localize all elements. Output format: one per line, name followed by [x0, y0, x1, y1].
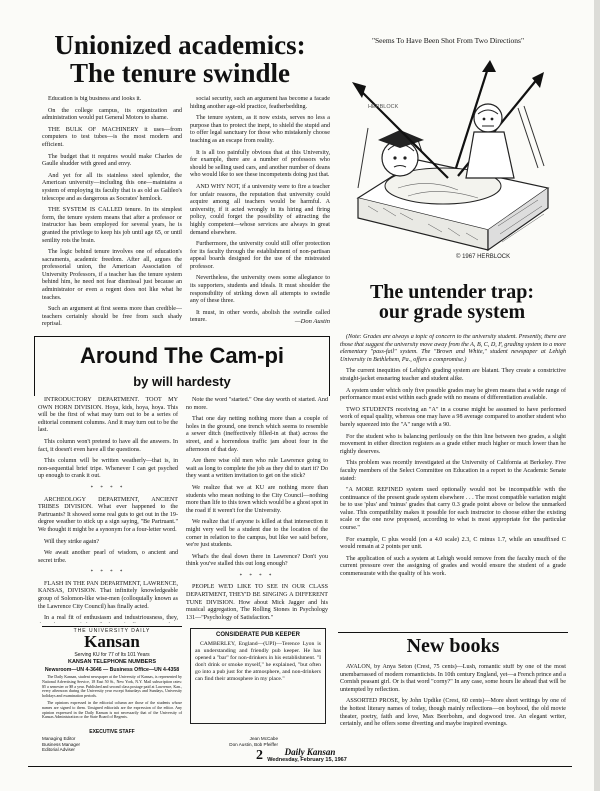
campi-column-2 [186, 397, 328, 623]
staff-name: Jean McCabe [249, 736, 278, 741]
masthead-staff-title: EXECUTIVE STAFF [89, 729, 135, 735]
grade-body [340, 334, 566, 634]
footer-paper-name: Daily Kansan [284, 747, 336, 757]
campi-para: That one day netting nothing more than a couple of holes in the ground, one trench which seems to resemble a sewer ditch (ineffectively filled-in at that) across the street, and a horrendous traffic jam about four in the afternoon of that day. [186, 416, 328, 453]
tenure-para: It is all too painfully obvious that at this University, for example, there are a number of professors who should be selling used cars, and another number of deans who would like to see these incompetents doing just that. [190, 149, 330, 179]
campi-para: This column won't pretend to have all the answers. In fact, it doesn't even have all the questions. [38, 438, 178, 453]
tenure-para: The budget that it requires would make Charles de Gaulle shudder with greed and envy. [42, 153, 182, 168]
campi-para: We realize that we at KU are nothing more than students who mean nothing to the City Council—nothing more than life to this town which would be a ghost spot in the road if it weren't for the University. [186, 484, 328, 514]
tenure-para: Nevertheless, the university owes some allegiance to its supporters, students and ideals. It must shoulder the responsibility of striking down all attempts to swindle any of these three. [190, 275, 330, 305]
tenure-para: The logic behind tenure involves one of education's sacraments, academic freedom. After all, argues the professorial union, the American Association of University Professors, if a teacher has the tenure system behind him, he need not fear dismissal just because an administrator or even a regent does not like what he teaches. [42, 249, 182, 301]
masthead-fine2: The opinions expressed in the editorial column are those of the students whose names are signed to them. Unsigned editorials are the expression of the editor. Any opinion expressed in the Daily Kansan is not necessarily that of the University of Kansas Administration or the State Board of Regents. [42, 699, 182, 720]
page-number: 2 [256, 748, 263, 763]
tenure-para: It must, in other words, abolish the swindle called tenure. [190, 309, 330, 324]
section-divider: * * * * [239, 573, 275, 579]
staff-role: Managing Editor [42, 736, 76, 741]
tenure-para: On the college campus, its organization and administration would put General Motors to shame. [42, 107, 182, 122]
campi-para: Will they strike again? [44, 538, 100, 545]
staff-name: Don Austin, Bob Pfeiffer [229, 741, 278, 747]
masthead-fine1: The Daily Kansan, student newspaper at the University of Kansas, is represented by National Advertising Service, 18 East 50 St., New York, N.Y. Mail subscription rates: $5 a semester or $8 a year. Published and second class postage paid at Lawrence, Kan., every afternoon during the University year except Saturdays and Sundays, University holidays and examination periods. [42, 675, 182, 699]
campi-para: FLASH IN THE PAN DEPARTMENT, LAWRENCE, KANSAS, DIVISION. That infinitely knowledgeable group of Solomon-like wise-men (colloquially known as the Lawrence City Council) has finally acted. [38, 580, 178, 610]
grade-para: A system under which only five possible grades may be given means that a wide range of performance must exist within each grade with no means of differentiation available. [340, 387, 566, 402]
tenure-para: AND WHY NOT, if a university were to fire a teacher for unfair reasons, the reputation that university could acquire among all teachers would be harmful. A university, if it acted wrongly in its hiring and firing policy, could forget the possibility of attracting the highly competent—whose services are always in great demand elsewhere. [190, 183, 330, 236]
grade-para: "A MORE REFINED system used optionally would not be incompatible with the continuance of the present grade system elsewhere . . . The most compatible variation might be to use 'plus' and 'minus' grades that carry 0.3 grade point above or below the unmarked value. This compatibility makes it possible for each instructor to choose either the existing scale or the one now proposed, according to what is most appropriate for the particular course." [340, 487, 566, 532]
campi-para: ARCHEOLOGY DEPARTMENT, ANCIENT TRIBES DIVISION. What ever happened to the Partruants? It showed some real guts to get out in the 19-degree weather to stick up a sign saying, "Be Partruant." We thought it might be a synonym for a four-letter word. [38, 496, 178, 533]
tenure-column-2 [190, 96, 330, 326]
tenure-headline [30, 32, 330, 87]
grade-para: The application of such a system at Lehigh would remove from the faculty much of the current pressure over the assigning of grades and would ensure the student of a grade commensurate with the quality of his work. [340, 555, 566, 578]
grade-para: For example, C plus would (on a 4.0 scale) 2.3, C minus 1.7, while an unsuffixed C would remain at 2 points per unit. [340, 536, 566, 551]
grade-para: The current inequities of Lehigh's grading system are blatant. They create a constrictive straight-jacket ensnaring teacher and student alike. [340, 368, 566, 382]
campi-para: In a real fit of enthusiasm and industriousness, they, [44, 615, 178, 622]
tenure-signature: —Don Austin [294, 318, 330, 325]
tenure-column-1 [42, 96, 182, 329]
grade-intro: (Note: Grades are always a topic of concern to the university student. Presently, there are those that suggest the university move away from the A, B, C, D, F, grading system to a more elementary "pass-fail" system. The "Brown and White," student newspaper at Lehigh University in Bethlehem, Pa., offers a compromise.) [340, 334, 566, 363]
campi-para: This column will be written weatherly—that is, in non-sequential brief tripe. Whenever I can get psyched up enough to crank it out. [38, 458, 178, 480]
campi-para: Are there wise old men who rule Lawrence going to wait as long to complete the job as they did to start it? Do they want a written invitation to get on the stick? [186, 458, 328, 480]
campi-box-right-rule [329, 336, 330, 396]
masthead-staff-names [186, 736, 278, 747]
masthead-numbers: Newsroom—UN 4-3646 — Business Office—UN 4-4358 [44, 667, 180, 673]
pubkeeper-headline: CONSIDERATE PUB KEEPER [216, 632, 300, 638]
tenure-para: Furthermore, the university could still offer protection for its faculty through the establishment of non-partisan appeal boards designed for the use of the mistreated professor. [190, 241, 330, 270]
campi-para: What's the deal down there in Lawrence? Don't you think you've stalled this out long enough? [186, 553, 328, 568]
staff-role: Editorial Adviser [42, 747, 75, 752]
masthead-topline: THE UNIVERSITY DAILY [73, 628, 151, 634]
pubkeeper-box [190, 628, 326, 724]
tenure-headline-line2: The tenure swindle [69, 57, 291, 88]
tenure-para: Education is big business and looks it. [48, 96, 142, 102]
staff-role: Business Manager [42, 741, 81, 747]
campi-box-left-rule [34, 336, 35, 396]
campi-para: PEOPLE WE'D LIKE TO SEE IN OUR CLASS DEPARTMENT, THEY'D BE SINGING A DIFFERENT TUNE DIVISION. How about Mick Jagger and his musical aggregation, The Rolling Stones in Psychology 131—"Psychology of Satisfaction." [186, 584, 328, 621]
grade-para: This problem was recently investigated at the University of California at Berkeley. Five faculty members of the Select Committee on Education in a report to the Academic Senate stated: [340, 460, 566, 482]
grade-para: For the student who is balancing perilously on the thin line between two grades, a slight movement in either direction registers as a grade either much higher or much lower than he rightly deserves. [340, 433, 566, 455]
masthead-logo: Kansan [84, 633, 140, 651]
book-entry: AVALON, by Anya Seton (Crest, 75 cents)—Lush, romantic stuff by one of the most unembarrassed of modern romanticists. In 10th century England, yet—a French prince and a Cornish peasant girl. Or is that word "corny?" In any case, some hours lie ahead that will be untempted by reflection. [340, 664, 566, 693]
tenure-para: The tenure system, as it now exists, serves no less a purpose than to protect the inept, to shield the stupid and to offer legal sanctuary for those who mistakenly choose teaching as an escape from reality. [190, 115, 330, 144]
campi-para: Note the word "started." One day worth of started. And no more. [186, 397, 328, 411]
campi-para: We await another pearl of wisdom, o ancient and secret tribe. [38, 550, 178, 564]
books-body [340, 664, 566, 764]
tenure-para: And yet for all its stainless steel splendor, the American university—including this one—maintains a system of employing its faculty that is as old as Galileo's telescope and as dangerous as Socrates' hemlock. [42, 172, 182, 202]
masthead-fineprint [42, 675, 182, 727]
masthead-top-rule [42, 626, 182, 627]
books-top-rule [338, 632, 568, 633]
campi-headline: Around The Cam-pi [79, 345, 285, 368]
pubkeeper-text: CAMBERLEY, England—(UPI)—Terence Lyon is an understanding and friendly pub keeper. He has opened a "bar" for non-drinkers in his establishment. "I don't drink or smoke myself," he explained, "but often go into a pub just for the atmosphere, and non-drinkers can find their atmosphere in my place." [195, 641, 321, 682]
masthead-staff-roles [42, 736, 112, 753]
section-divider: * * * * [90, 485, 126, 491]
campi-box-top-rule [34, 336, 330, 337]
cartoon-caption: "Seems To Have Been Shot From Two Directions" [371, 36, 525, 45]
tenure-headline-line1: Unionized academics: [54, 32, 306, 60]
masthead-numbers-title: KANSAN TELEPHONE NUMBERS [67, 659, 156, 665]
campi-para: We realize that if anyone is killed at that intersection it might very well be a student due to the location of the corner in relation to the campus, but like we said before, we're just students. [186, 519, 328, 549]
cartoon-credit: © 1967 HERBLOCK [456, 254, 511, 260]
grade-headline-line2: our grade system [378, 301, 526, 323]
footer-date: Wednesday, February 15, 1967 [267, 757, 347, 763]
section-divider: * * * * [90, 570, 126, 576]
grade-headline [336, 282, 568, 323]
campi-byline: by will hardesty [133, 374, 231, 389]
book-entry: ASSORTED PROSE, by John Updike (Crest, 60 cents)—More short writings by one of the hottest literary names of today, though mainly reflections—on boyhood, the old movie theater, poetry, faith and love, Max Beerbohm, and dogwood tree. An elegant writer, certainly, and he offers some diverting and maybe inspired evenings. [340, 698, 566, 728]
page-edge [594, 0, 600, 791]
tenure-para: social security, such an argument has become a facade hiding another age-old practice, featherbedding. [190, 96, 330, 110]
footer-rule [28, 766, 572, 767]
campi-para: INTRODUCTORY DEPARTMENT. TOOT MY OWN HORN DIVISION. Hoya, kids, hoya, hoya. This will be the first of what may turn out to be a series of editorial comment columns. And it may turn out to be the last. [38, 397, 178, 434]
tenure-para: Such an argument at first seems more than credible—teachers certainly should be free from such shady reprisal. [42, 306, 182, 328]
cartoon-drawing [338, 48, 560, 266]
grade-headline-line1: The untender trap: [369, 282, 535, 303]
masthead-tagline: Serving KU for 77 of Its 101 Years [74, 652, 150, 658]
cartoon-signature: HERBLOCK [368, 104, 399, 110]
tenure-para: THE SYSTEM IS CALLED tenure. In its simplest form, the tenure system means that after a professor or instructor has been employed for several years, he is granted the privilege to keep his job until age 65, or until senility rots the brain. [42, 207, 182, 244]
cartoon-illustration [338, 48, 560, 266]
books-headline: New books [406, 636, 500, 657]
tenure-para: THE BULK OF MACHINERY it uses—from computers to test tubes—is the most modern and efficient. [42, 126, 182, 148]
grade-para: TWO STUDENTS receiving an "A" in a course might be assumed to have performed work of equal quality, whereas one may have a 98 average compared to another student who barely squeezed into the "A" range with a 90. [340, 406, 566, 428]
campi-column-1 [38, 397, 178, 623]
